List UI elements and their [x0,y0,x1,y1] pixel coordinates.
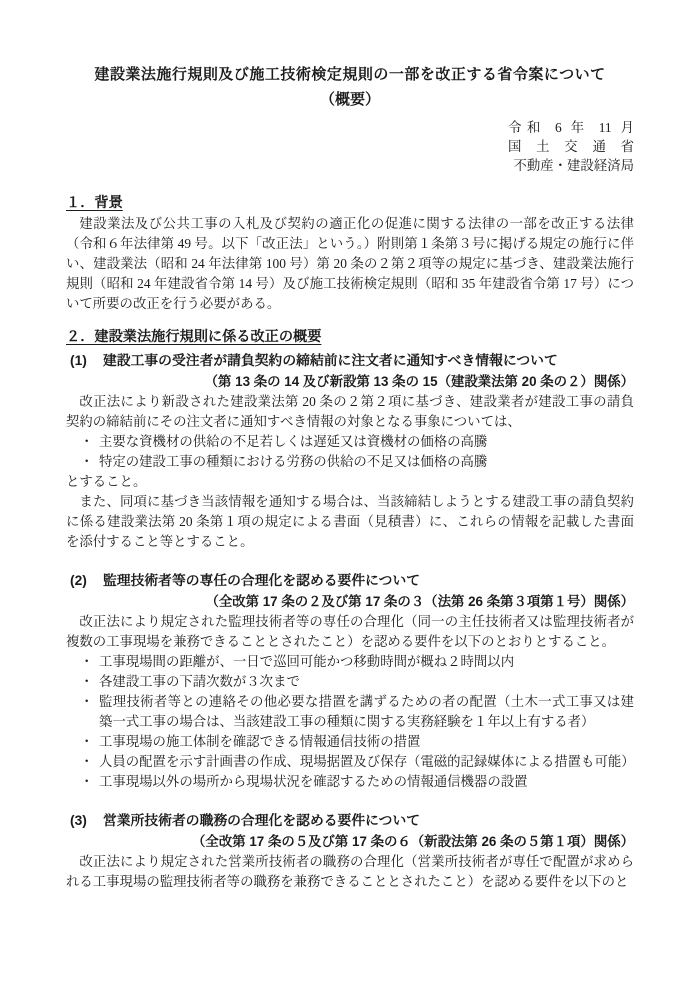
bullet-text: 工事現場の施工体制を確認できる情報通信技術の措置 [99,734,421,749]
subsection-3-title: 営業所技術者の職務の合理化を認める要件について [103,813,421,828]
bullet-item [66,452,634,472]
subsection-3-paragraph-1: 改正法により規定された営業所技術者の職務の合理化（営業所技術者が専任で配置が求められる工事現場の監理技術者等の職務を兼務できることとされたこと）を認める要件を以下のと [66,854,634,889]
subsection-1-number: (1) [70,353,87,368]
bullet-text: 主要な資機材の供給の不足若しくは遅延又は資機材の価格の高騰 [99,434,488,449]
bullet-item [66,772,634,792]
document-subtitle: （概要） [319,91,380,108]
bullet-item [66,672,634,692]
subsection-2-title-row [70,570,634,591]
bullet-text: 各建設工事の下請次数が３次まで [99,674,300,689]
subsection-3 [66,810,634,892]
bullet-marker: ・ [80,694,94,709]
subsection-1-closing: とすること。 [66,474,147,489]
bullet-marker: ・ [80,654,94,669]
bullet-text: 工事現場以外の場所から現場状況を確認するための情報通信機器の設置 [99,774,528,789]
header-meta-block [508,118,634,175]
subsection-2-number: (2) [70,573,87,588]
bullet-marker: ・ [80,434,94,449]
subsection-1-paragraph-1: 改正法により新設された建設業法第 20 条の２第２項に基づき、建設業者が建設工事の請負契約の締結前にその注文者に通知すべき情報の対象となる事象については、 [66,394,634,429]
bullet-item [66,752,634,772]
section-amendment-overview [66,327,634,892]
meta-ministry: 国 土 交 通 省 [508,139,634,154]
meta-bureau: 不動産・建設経済局 [513,158,634,173]
bullet-text: 人員の配置を示す計画書の作成、現場据置及び保存（電磁的記録媒体による措置も可能） [99,754,635,769]
bullet-item [66,432,634,452]
subsection-1-paragraph-2: また、同項に基づき当該情報を通知する場合は、当該締結しようとする建設工事の請負契約に係る建設業法第 20 条第１項の規定による書面（見積書）に、これらの情報を記載した書面を添付すること等とすること。 [66,494,634,549]
subsection-3-law-reference: （全改第 17 条の５及び第 17 条の６（新設法第 26 条の５第１項）関係） [192,834,634,849]
subsection-1-title-row [70,350,634,371]
subsection-2-paragraph-1: 改正法により規定された監理技術者等の専任の合理化（同一の主任技術者又は監理技術者が複数の工事現場を兼務できることとされたこと）を認める要件を以下のとおりとすること。 [66,614,634,649]
bullet-marker: ・ [80,674,94,689]
bullet-item [66,732,634,752]
subsection-2-bullet-list [66,652,634,792]
subsection-3-title-row [70,810,634,831]
subsection-2-law-reference: （全改第 17 条の２及び第 17 条の３（法第 26 条第３項第１号）関係） [205,594,634,609]
subsection-2-title: 監理技術者等の専任の合理化を認める要件について [103,573,421,588]
subsection-1-law-reference: （第 13 条の 14 及び新設第 13 条の 15（建設業法第 20 条の２）関係） [204,374,634,389]
bullet-text: 特定の建設工事の種類における労務の供給の不足又は価格の高騰 [99,454,488,469]
bullet-item [66,652,634,672]
subsection-1-bullet-list [66,432,634,472]
section1-body: 建設業法及び公共工事の入札及び契約の適正化の促進に関する法律の一部を改正する法律（令和６年法律第 49 号。以下「改正法」という。）附則第１条第３号に掲げる規定の施行に伴い、建設業法（昭和 24 年法律第 100 号）第 20 条の２第２項等の規定に基づき、建設業法施行規則（昭和 24 年建設省令第 14 号）及び施工技術検定規則（昭和 35 年建設省令第 17 号）について所要の改正を行う必要がある。 [66,216,634,311]
bullet-item [66,692,634,732]
subsection-1-title: 建設工事の受注者が請負契約の締結前に注文者に通知すべき情報について [103,353,558,368]
subsection-1 [66,350,634,552]
meta-date: 令和 6 年 11 月 [508,120,634,135]
document-title: 建設業法施行規則及び施工技術検定規則の一部を改正する省令案について [94,66,606,83]
bullet-marker: ・ [80,734,94,749]
section-background [66,193,634,314]
subsection-3-number: (3) [70,813,87,828]
bullet-text: 監理技術者等との連絡その他必要な措置を講ずるための者の配置（土木一式工事又は建築一式工事の場合は、当該建設工事の種類に関する実務経験を１年以上有する者） [99,694,634,729]
bullet-marker: ・ [80,754,94,769]
bullet-text: 工事現場間の距離が、一日で巡回可能かつ移動時間が概ね２時間以内 [99,654,515,669]
bullet-marker: ・ [80,774,94,789]
section1-heading: １．背景 [66,195,123,211]
subsection-2 [66,570,635,792]
bullet-marker: ・ [80,454,94,469]
section2-heading: ２．建設業法施行規則に係る改正の概要 [66,329,322,345]
